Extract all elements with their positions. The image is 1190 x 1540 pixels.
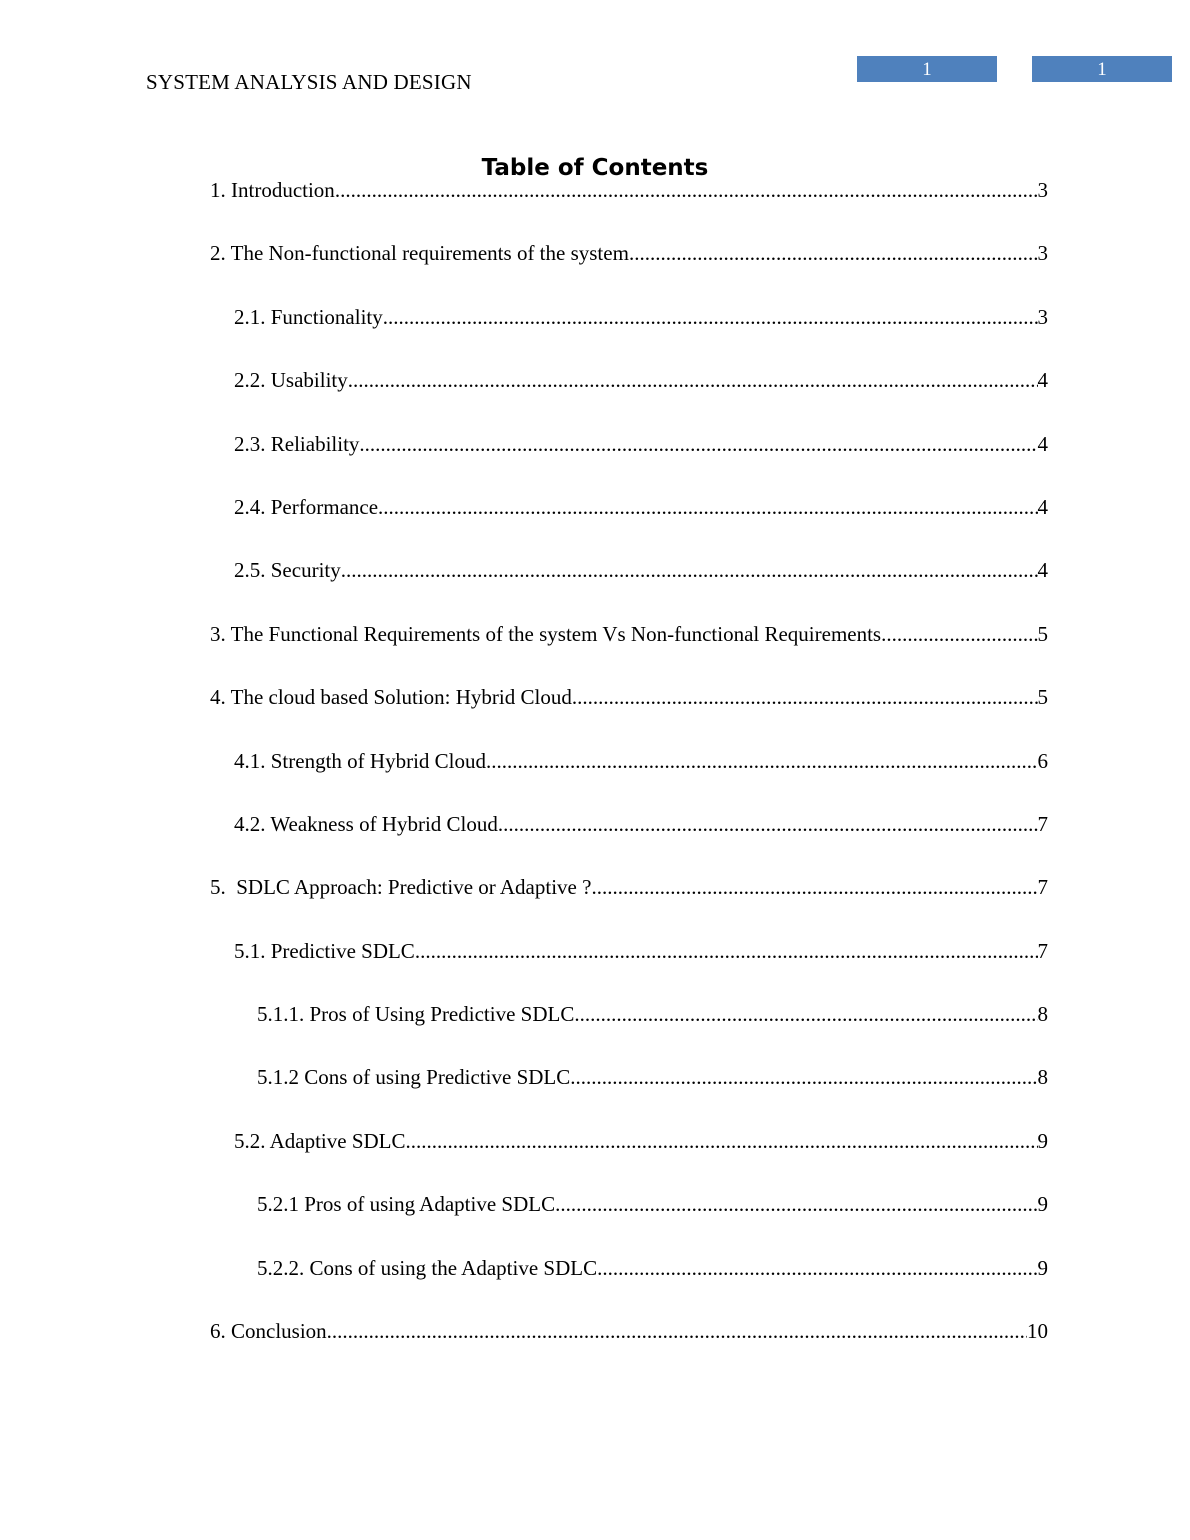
toc-entry-page: 4 xyxy=(1037,495,1048,519)
toc-entry[interactable] xyxy=(234,367,1048,393)
toc-entry[interactable] xyxy=(257,1191,1048,1217)
toc-entry-page: 4 xyxy=(1037,368,1048,392)
toc-entry-page: 7 xyxy=(1037,939,1048,963)
toc-entry-page: 9 xyxy=(1037,1192,1048,1216)
toc-entry-page: 3 xyxy=(1037,241,1048,265)
dot-leader xyxy=(572,684,1038,710)
toc-entry-title: 2. The Non-functional requirements of the system xyxy=(210,241,629,265)
dot-leader xyxy=(591,874,1037,900)
toc-entry-title: 5.2.2. Cons of using the Adaptive SDLC xyxy=(257,1256,598,1280)
toc-entry[interactable] xyxy=(210,874,1048,900)
dot-leader xyxy=(335,177,1038,203)
toc-entry-title: 4.1. Strength of Hybrid Cloud xyxy=(234,749,486,773)
toc-entry-title: 5.1. Predictive SDLC xyxy=(234,939,415,963)
toc-entry[interactable] xyxy=(210,621,1048,647)
dot-leader xyxy=(359,431,1037,457)
toc-entry[interactable] xyxy=(234,304,1048,330)
running-header-title: SYSTEM ANALYSIS AND DESIGN xyxy=(146,70,472,94)
toc-entry[interactable] xyxy=(257,1001,1048,1027)
toc-entry-title: 2.3. Reliability xyxy=(234,432,360,456)
toc-entry-title: 4. The cloud based Solution: Hybrid Cloud xyxy=(210,685,572,709)
toc-entry-title: 4.2. Weakness of Hybrid Cloud xyxy=(234,812,498,836)
toc-entry[interactable] xyxy=(234,748,1048,774)
toc-entry-page: 8 xyxy=(1037,1002,1048,1026)
toc-entry-title: 5.2.1 Pros of using Adaptive SDLC xyxy=(257,1192,556,1216)
page-number-box: 1 xyxy=(857,56,997,82)
toc-entry-page: 7 xyxy=(1037,812,1048,836)
toc-entry-page: 4 xyxy=(1037,432,1048,456)
toc-entry[interactable] xyxy=(210,1318,1048,1344)
toc-entry-title: 2.2. Usability xyxy=(234,368,348,392)
toc-entry-page: 10 xyxy=(1027,1319,1048,1343)
dot-leader xyxy=(574,1001,1037,1027)
toc-entry[interactable] xyxy=(210,177,1048,203)
toc-entry-page: 9 xyxy=(1037,1256,1048,1280)
toc-entry[interactable] xyxy=(234,494,1048,520)
toc-entry-title: 5. SDLC Approach: Predictive or Adaptive ? xyxy=(210,875,592,899)
toc-entry-page: 6 xyxy=(1037,749,1048,773)
toc-entry-title: 2.5. Security xyxy=(234,558,341,582)
toc-entry-title: 1. Introduction xyxy=(210,178,335,202)
dot-leader xyxy=(415,938,1038,964)
dot-leader xyxy=(327,1318,1027,1344)
toc-entry[interactable] xyxy=(210,240,1048,266)
dot-leader xyxy=(341,557,1038,583)
toc-entry-page: 5 xyxy=(1037,622,1048,646)
toc-entry-title: 5.1.1. Pros of Using Predictive SDLC xyxy=(257,1002,575,1026)
dot-leader xyxy=(555,1191,1037,1217)
toc-entry-page: 9 xyxy=(1037,1129,1048,1153)
toc-heading: Table of Contents xyxy=(481,155,709,182)
dot-leader xyxy=(348,367,1038,393)
dot-leader xyxy=(498,811,1038,837)
toc-entry-title: 2.4. Performance xyxy=(234,495,379,519)
dot-leader xyxy=(597,1255,1037,1281)
toc-entry[interactable] xyxy=(257,1064,1048,1090)
toc-entry[interactable] xyxy=(257,1255,1048,1281)
dot-leader xyxy=(486,748,1038,774)
toc-entry[interactable] xyxy=(234,557,1048,583)
toc-entry-page: 7 xyxy=(1037,875,1048,899)
dot-leader xyxy=(881,621,1037,647)
dot-leader xyxy=(406,1128,1038,1154)
toc-entry-title: 2.1. Functionality xyxy=(234,305,383,329)
toc-entry[interactable] xyxy=(234,431,1048,457)
toc-entry-title: 3. The Functional Requirements of the system Vs Non-functional Requirements xyxy=(210,622,882,646)
toc-entry[interactable] xyxy=(234,938,1048,964)
dot-leader xyxy=(378,494,1037,520)
toc-entry-page: 5 xyxy=(1037,685,1048,709)
toc-entry[interactable] xyxy=(234,1128,1048,1154)
toc-entry-page: 3 xyxy=(1037,178,1048,202)
toc-entry-title: 6. Conclusion xyxy=(210,1319,327,1343)
dot-leader xyxy=(570,1064,1037,1090)
toc-entry-title: 5.1.2 Cons of using Predictive SDLC xyxy=(257,1065,571,1089)
toc-entry[interactable] xyxy=(210,684,1048,710)
page-number-box: 1 xyxy=(1032,56,1172,82)
dot-leader xyxy=(629,240,1038,266)
toc-entry[interactable] xyxy=(234,811,1048,837)
toc-entry-page: 8 xyxy=(1037,1065,1048,1089)
toc-entry-page: 4 xyxy=(1037,558,1048,582)
dot-leader xyxy=(383,304,1038,330)
toc-entry-title: 5.2. Adaptive SDLC xyxy=(234,1129,406,1153)
toc-entry-page: 3 xyxy=(1037,305,1048,329)
